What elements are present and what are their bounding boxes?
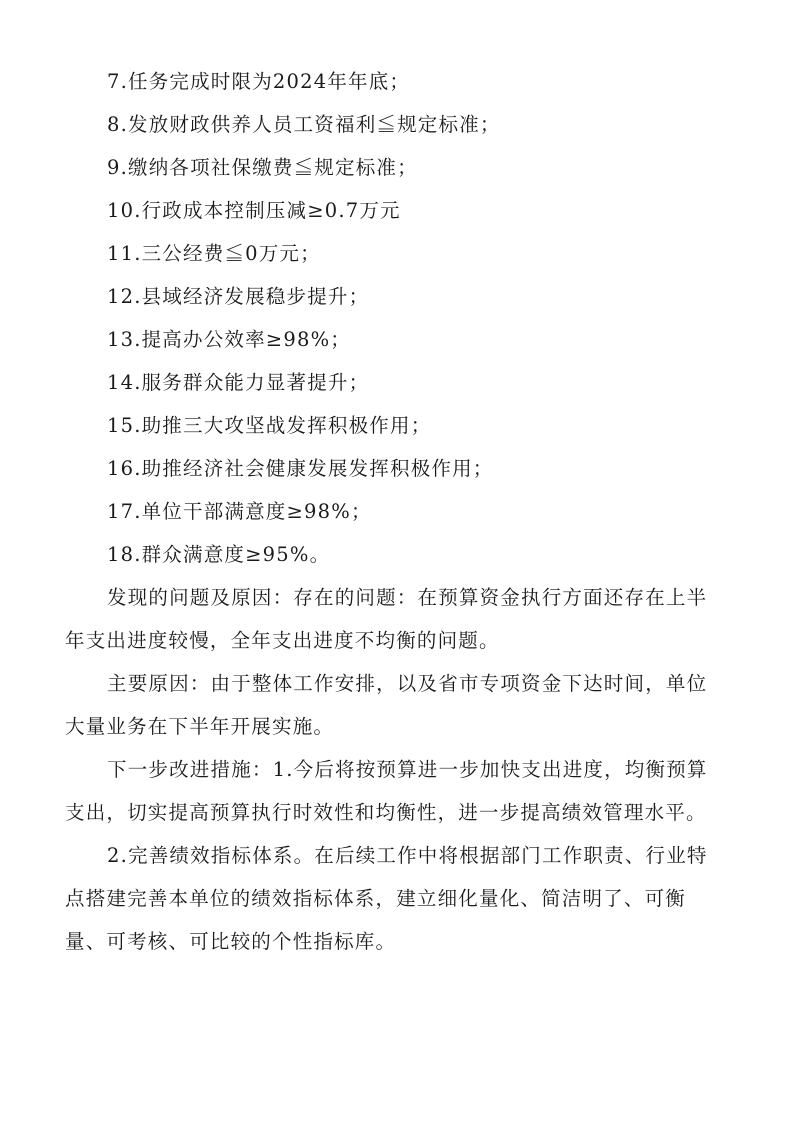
list-item-12: 12.县域经济发展稳步提升；: [107, 285, 370, 308]
list-item-18: 18.群众满意度≥95%。: [107, 543, 331, 566]
paragraph-line: 大量业务在下半年开展实施。: [65, 715, 335, 738]
list-item-10: 10.行政成本控制压减≥0.7万元: [107, 199, 401, 222]
list-item-15: 15.助推三大攻坚战发挥积极作用；: [107, 414, 432, 437]
paragraph-line: 主要原因：由于整体工作安排，以及省市专项资金下达时间，单位: [107, 672, 708, 695]
paragraph-line: 量、可考核、可比较的个性指标库。: [65, 930, 397, 953]
paragraph-indicator-system: [65, 842, 747, 971]
paragraph-reasons: [65, 670, 747, 756]
list-item-14: 14.服务群众能力显著提升；: [107, 371, 370, 394]
paragraph-line: 2.完善绩效指标体系。在后续工作中将根据部门工作职责、行业特: [107, 844, 708, 867]
list-item-17: 17.单位干部满意度≥98%；: [107, 500, 372, 523]
paragraph-line: 支出，切实提高预算执行时效性和均衡性，进一步提高绩效管理水平。: [65, 801, 707, 824]
list-item-13: 13.提高办公效率≥98%；: [107, 328, 351, 351]
list-item-8: 8.发放财政供养人员工资福利≦规定标准；: [107, 113, 501, 136]
list-item-7: 7.任务完成时限为2024年年底；: [107, 70, 411, 93]
paragraph-line: 下一步改进措施：1.今后将按预算进一步加快支出进度，均衡预算: [107, 758, 708, 781]
paragraph-improvements: [65, 756, 747, 842]
paragraph-line: 点搭建完善本单位的绩效指标体系，建立细化量化、简洁明了、可衡: [65, 887, 687, 910]
list-item-16: 16.助推经济社会健康发展发挥积极作用；: [107, 457, 494, 480]
list-item-11: 11.三公经费≦0万元；: [107, 242, 321, 265]
paragraph-line: 年支出进度较慢，全年支出进度不均衡的问题。: [65, 629, 500, 652]
paragraph-problems: [65, 584, 747, 670]
list-item-9: 9.缴纳各项社保缴费≦规定标准；: [107, 156, 418, 179]
paragraph-line: 发现的问题及原因：存在的问题：在预算资金执行方面还存在上半: [107, 586, 708, 609]
